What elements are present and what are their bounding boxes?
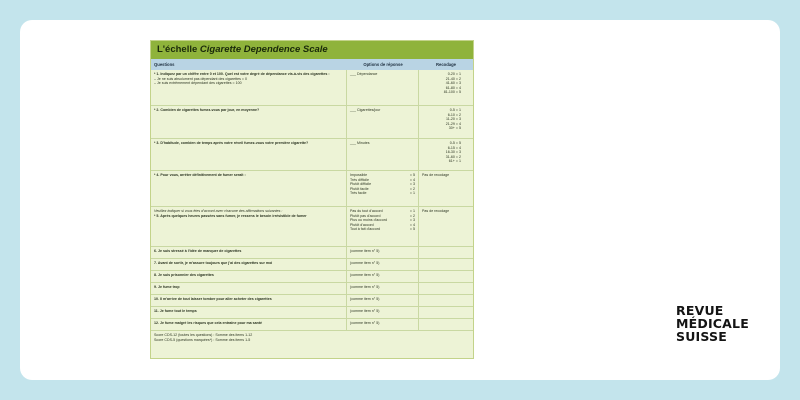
- table-row: [151, 295, 473, 307]
- option-line: [350, 227, 415, 232]
- footer-line: Score CDS-12 (toutes les questions) : Somme des items 1-12: [154, 333, 253, 337]
- options-cell: [347, 139, 419, 170]
- option-label: Plutôt d'accord: [350, 222, 374, 227]
- recodage-cell: [419, 319, 473, 330]
- table-header: [151, 59, 473, 70]
- recodage-cell: [419, 106, 473, 138]
- option-line: [350, 191, 415, 196]
- recodage-cell: [419, 139, 473, 170]
- option-text: (comme item n° 5): [350, 249, 380, 253]
- recodage-value: 6-10 = 2: [447, 112, 461, 117]
- title-italic: Cigarette Dependence Scale: [199, 44, 328, 55]
- option-text: (comme item n° 5): [350, 297, 380, 301]
- recodage-value: 61+ = 1: [448, 159, 461, 164]
- options-cell: [347, 295, 419, 306]
- question-text: * 4. Pour vous, arrêter définitivement de fumer serait :: [154, 173, 246, 177]
- recodage-value: Pas de recodage: [422, 209, 450, 213]
- logo-line: REVUE: [676, 303, 724, 318]
- document-table-image: [150, 40, 474, 359]
- revue-medicale-suisse-logo: [676, 304, 749, 343]
- option-score: = 1: [409, 209, 415, 213]
- recodage-cell: [419, 259, 473, 270]
- header-options: Options de réponse: [363, 62, 403, 67]
- recodage-cell: [419, 283, 473, 294]
- question-cell: [151, 271, 347, 282]
- question-text: 10. Il m'arrive de tout laisser tomber pour aller acheter des cigarettes: [154, 297, 272, 301]
- option-label: Plutôt difficile: [350, 182, 372, 187]
- table-row: [151, 106, 473, 139]
- options-cell: [347, 247, 419, 258]
- table-row: [151, 283, 473, 295]
- question-cell: [151, 171, 347, 206]
- options-cell: [347, 171, 419, 206]
- option-score: = 4: [409, 177, 415, 182]
- question-cell: [151, 259, 347, 270]
- option-score: = 2: [409, 186, 415, 191]
- option-text: ___ Minutes: [350, 141, 370, 145]
- options-cell: [347, 106, 419, 138]
- question-subline: – Je suis extrêmement dépendant des cigarettes = 100: [154, 81, 242, 86]
- recodage-value: 21-29 = 4: [445, 121, 461, 126]
- table-row: [151, 139, 473, 171]
- question-text: 9. Je fume trop: [154, 285, 180, 289]
- question-cell: [151, 247, 347, 258]
- recodage-value: Pas de recodage: [422, 173, 450, 177]
- option-text: (comme item n° 5): [350, 273, 380, 277]
- document-title: [151, 41, 473, 59]
- footer-line: Score CDS-5 (questions marquées*) : Somme des items 1-5: [154, 337, 251, 342]
- question-text: 7. Avant de sortir, je m'assure toujours que j'ai des cigarettes sur moi: [154, 261, 273, 265]
- instruction-note: Veuillez indiquer si vous êtes d'accord avec chacune des affirmations suivantes :: [154, 209, 283, 213]
- question-text: * 2. Combien de cigarettes fumez-vous par jour, en moyenne?: [154, 108, 260, 112]
- question-text: 11. Je fume tout le temps: [154, 309, 197, 313]
- table-row: [151, 171, 473, 207]
- option-text: (comme item n° 5): [350, 309, 380, 313]
- recodage-value: 0-5 = 1: [449, 108, 461, 112]
- recodage-cell: [419, 247, 473, 258]
- option-score: = 1: [409, 191, 415, 196]
- recodage-value: 30+ = 5: [448, 126, 461, 131]
- recodage-value: 0-20 = 1: [447, 72, 461, 76]
- question-text: * 3. D'habitude, combien de temps après votre réveil fumez-vous votre première cigarette?: [154, 141, 309, 145]
- options-cell: [347, 271, 419, 282]
- option-label: Très facile: [350, 191, 367, 196]
- recodage-cell: [419, 307, 473, 318]
- options-cell: [347, 319, 419, 330]
- option-label: Plus ou moins d'accord: [350, 218, 388, 223]
- option-label: Plutôt pas d'accord: [350, 213, 381, 218]
- table-row: [151, 207, 473, 247]
- recodage-value: 41-60 = 3: [445, 81, 461, 86]
- option-label: Très difficile: [350, 177, 369, 182]
- question-subline: – Je ne suis absolument pas dépendant des cigarettes = 0: [154, 76, 248, 81]
- option-score: = 4: [409, 222, 415, 227]
- header-recodage: Recodage: [435, 62, 456, 67]
- table-row: [151, 259, 473, 271]
- option-label: Impossible: [350, 173, 368, 177]
- recodage-cell: [419, 70, 473, 105]
- table-row: [151, 319, 473, 331]
- question-cell: [151, 307, 347, 318]
- option-label: Pas du tout d'accord: [350, 209, 383, 213]
- option-score: = 5: [409, 173, 415, 177]
- option-label: Tout à fait d'accord: [350, 227, 381, 232]
- table-row: [151, 247, 473, 259]
- option-score: = 2: [409, 213, 415, 218]
- recodage-value: 0-5 = 5: [449, 141, 461, 145]
- recodage-value: 31-60 = 2: [445, 154, 461, 159]
- recodage-cell: [419, 271, 473, 282]
- header-questions: Questions: [154, 62, 175, 67]
- option-score: = 3: [409, 182, 415, 187]
- question-cell: [151, 319, 347, 330]
- question-cell: [151, 283, 347, 294]
- question-cell: [151, 295, 347, 306]
- table-row: [151, 307, 473, 319]
- option-text: ___ Cigarettes/jour: [350, 108, 381, 112]
- options-cell: [347, 70, 419, 105]
- table-body: [151, 70, 473, 331]
- options-cell: [347, 207, 419, 246]
- table-row: [151, 271, 473, 283]
- recodage-value: 16-30 = 3: [445, 150, 461, 155]
- question-text: * 5. Après quelques heures passées sans fumer, je ressens le besoin irrésistible de fumer: [154, 213, 307, 218]
- options-cell: [347, 307, 419, 318]
- question-cell: [151, 207, 347, 246]
- recodage-cell: [419, 295, 473, 306]
- question-cell: [151, 106, 347, 138]
- recodage-value: 11-20 = 3: [445, 117, 461, 122]
- option-label: Plutôt facile: [350, 186, 369, 191]
- recodage-value: 61-80 = 4: [445, 85, 461, 90]
- question-cell: [151, 139, 347, 170]
- question-text: * 1. Indiquez par un chiffre entre 0 et 100. Quel est votre degré de dépendance vis-à-vis des cigarettes :: [154, 72, 330, 76]
- option-text: ___ Dépendance: [350, 72, 378, 76]
- option-score: = 3: [409, 218, 415, 223]
- recodage-cell: [419, 207, 473, 246]
- question-text: 6. Je suis stressé à l'idée de manquer de cigarettes: [154, 249, 242, 253]
- table-footer: [151, 331, 473, 345]
- table-row: [151, 70, 473, 106]
- option-text: (comme item n° 5): [350, 261, 380, 265]
- recodage-value: 21-40 = 2: [445, 76, 461, 81]
- recodage-cell: [419, 171, 473, 206]
- option-text: (comme item n° 5): [350, 285, 380, 289]
- option-score: = 5: [409, 227, 415, 232]
- logo-line: SUISSE: [676, 329, 727, 344]
- recodage-value: 81-100 = 5: [443, 90, 461, 95]
- logo-line: MÉDICALE: [676, 316, 749, 331]
- options-cell: [347, 259, 419, 270]
- options-cell: [347, 283, 419, 294]
- question-text: 12. Je fume malgré les risques que cela entraîne pour ma santé: [154, 321, 263, 325]
- recodage-value: 6-15 = 4: [447, 145, 461, 150]
- option-text: (comme item n° 5): [350, 321, 380, 325]
- question-cell: [151, 70, 347, 105]
- question-text: 8. Je suis prisonnier des cigarettes: [154, 273, 214, 277]
- title-prefix: L'échelle: [157, 44, 200, 55]
